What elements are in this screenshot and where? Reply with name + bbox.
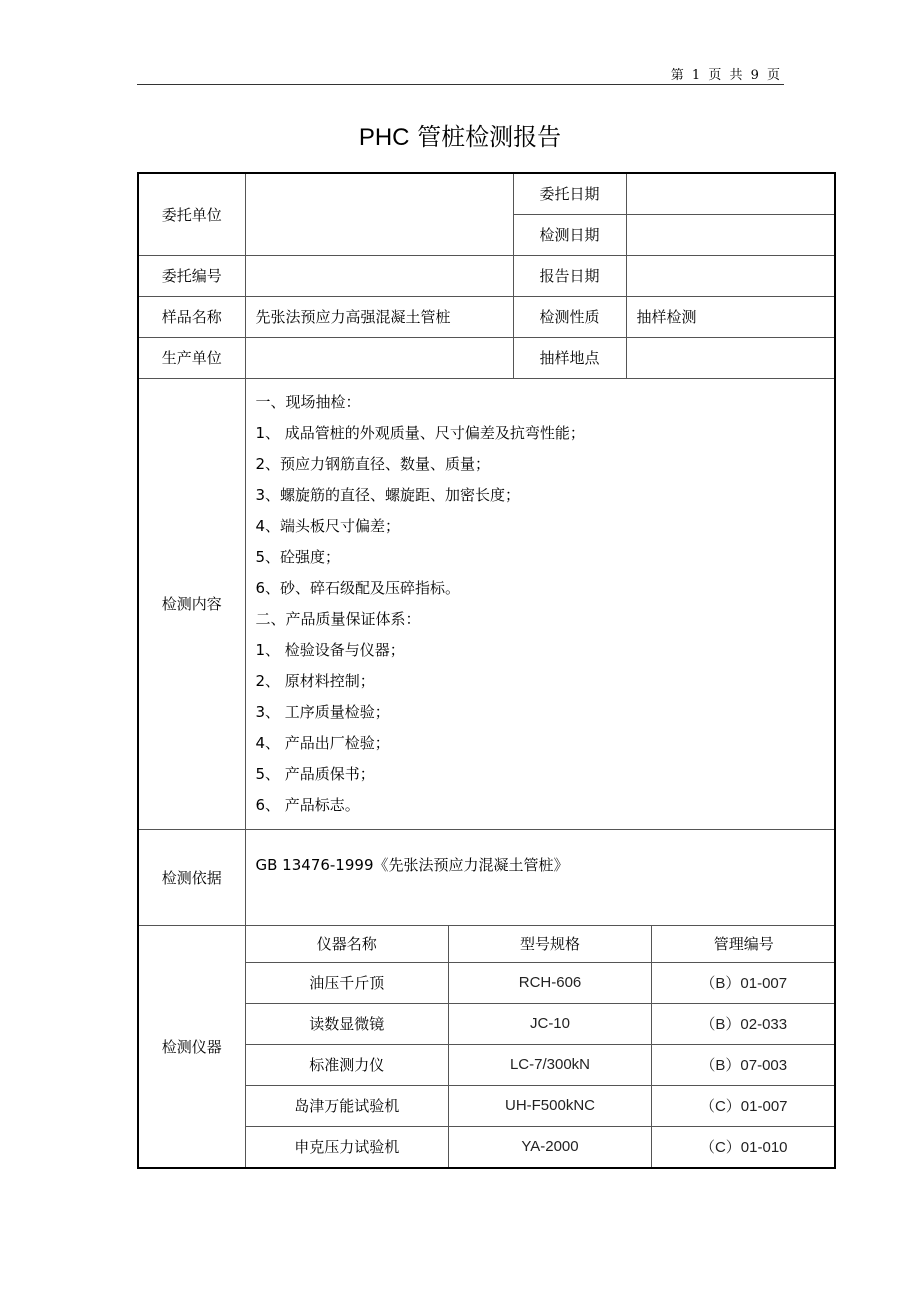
instrument-code: （B）02-033 (652, 1003, 836, 1044)
column-header-code: 管理编号 (652, 926, 836, 963)
content-line: 5、 产品质保书； (255, 764, 375, 783)
instrument-code: （C）01-010 (699, 1139, 788, 1156)
report-table (137, 172, 836, 1169)
table-row (246, 962, 836, 1003)
instrument-model: UH-F500kNC (449, 1085, 652, 1126)
content-line: 6、砂、碎石级配及压碎指标。 (255, 578, 461, 597)
page-indicator: 第 1 页 共 9 页 (670, 68, 782, 83)
basis-label: 检测依据 (138, 829, 245, 925)
content-label: 检测内容 (138, 378, 245, 829)
instrument-model: LC-7/300kN (449, 1044, 652, 1085)
client-unit-label: 委托单位 (138, 173, 245, 255)
sample-name-label: 样品名称 (138, 296, 245, 337)
instruments-header-row (246, 926, 836, 963)
sample-name-value: 先张法预应力高强混凝土管桩 (245, 296, 513, 337)
instrument-model: RCH-606 (449, 962, 652, 1003)
producer-label: 生产单位 (138, 337, 245, 378)
instrument-code: （B）01-007 (652, 962, 836, 1003)
table-row (246, 1126, 836, 1167)
content-line: 1、 成品管桩的外观质量、尺寸偏差及抗弯性能； (255, 423, 585, 442)
basis-value: GB 13476-1999《先张法预应力混凝土管桩》 (245, 829, 835, 925)
test-nature-label: 检测性质 (513, 296, 626, 337)
instrument-name: 申克压力试验机 (246, 1126, 449, 1167)
client-unit-value (245, 173, 513, 255)
content-line: 6、 产品标志。 (255, 795, 360, 814)
instruments-cell (245, 925, 835, 1168)
report-date-label: 报告日期 (513, 255, 626, 296)
content-line: 一、现场抽检： (255, 392, 361, 411)
instrument-model: JC-10 (449, 1003, 652, 1044)
commission-date-label: 委托日期 (513, 173, 626, 214)
instruments-table (246, 926, 836, 1167)
commission-no-label: 委托编号 (138, 255, 245, 296)
content-list (245, 378, 835, 829)
test-date-label: 检测日期 (513, 214, 626, 255)
report-title-main: 管桩检测报告 (417, 124, 562, 151)
table-row (246, 1003, 836, 1044)
report-date-value (626, 255, 835, 296)
content-line: 1、 检验设备与仪器； (255, 640, 405, 659)
instrument-code: （C）01-007 (652, 1085, 836, 1126)
instrument-model: YA-2000 (449, 1126, 652, 1167)
page-header (137, 62, 784, 85)
content-line: 2、预应力钢筋直径、数量、质量； (255, 454, 491, 473)
sampling-site-value (626, 337, 835, 378)
content-line: 5、砼强度； (255, 547, 341, 566)
content-line: 3、螺旋筋的直径、螺旋距、加密长度； (255, 485, 521, 504)
content-line: 4、端头板尺寸偏差； (255, 516, 401, 535)
report-title-prefix: PHC (358, 124, 410, 151)
instruments-label: 检测仪器 (138, 925, 245, 1168)
instrument-name: 标准测力仪 (246, 1044, 449, 1085)
content-line: 二、产品质量保证体系： (255, 609, 421, 628)
content-line: 4、 产品出厂检验； (255, 733, 390, 752)
content-line: 3、 工序质量检验； (255, 702, 390, 721)
content-line: 2、 原材料控制； (255, 671, 375, 690)
test-nature-value: 抽样检测 (626, 296, 835, 337)
column-header-name: 仪器名称 (246, 926, 449, 963)
commission-no-value (245, 255, 513, 296)
sampling-site-label: 抽样地点 (513, 337, 626, 378)
column-header-model: 型号规格 (449, 926, 652, 963)
commission-date-value (626, 173, 835, 214)
table-row (246, 1085, 836, 1126)
instrument-name: 岛津万能试验机 (246, 1085, 449, 1126)
instrument-name: 读数显微镜 (246, 1003, 449, 1044)
instrument-name: 油压千斤顶 (246, 962, 449, 1003)
table-row (246, 1044, 836, 1085)
instrument-code: （B）07-003 (652, 1044, 836, 1085)
producer-value (245, 337, 513, 378)
report-title (0, 117, 920, 152)
test-date-value (626, 214, 835, 255)
